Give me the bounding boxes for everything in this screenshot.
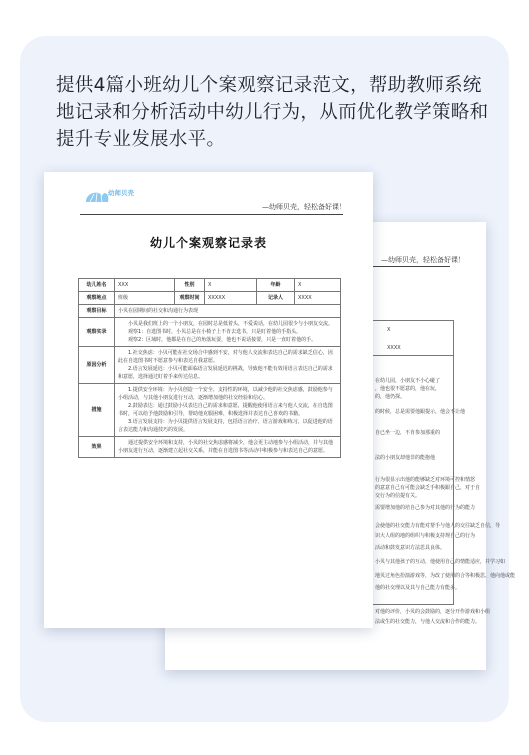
- goal-label: 观察目标: [79, 305, 115, 318]
- time-label: 观察时间: [175, 292, 205, 305]
- back-text-line: 的时候，总是需要他跟提示，他会不让他: [375, 409, 466, 415]
- name-label: 幼儿姓名: [79, 279, 115, 292]
- section-label: 原因分析: [79, 347, 115, 384]
- age-value: X: [295, 279, 341, 292]
- table-row: [79, 305, 341, 318]
- back-text-line: 对他的评价，小贝的会鼓励的，逐分开作游戏和小组: [375, 609, 491, 615]
- front-document-page: [44, 172, 373, 628]
- section-paragraph: 3.语言发展支持：为小贝提供语言发展支持，包括语言治疗、语言游戏和练习，以促进他的语言表达能力和沟通技巧的发展。: [118, 419, 333, 433]
- back-text-line: 的，他仍探。: [375, 394, 406, 400]
- section-paragraph: 观察1：自选图书时，小贝总是在小椅子上不肯去选书，只是盯着他的手指头。: [128, 329, 302, 335]
- name-value: XXX: [115, 279, 175, 292]
- section-paragraph: 2.鼓励表达：通过鼓励小贝表达自己的需求和意愿，提醒他使用语言来与他人交流，在自选图书时，可以给予他鼓励和引导，帮助他克服困难，积极选择并表达自己喜欢的书籍。: [118, 403, 333, 417]
- goal-value: 小贝在园期间的社交和沟通行为表现: [115, 305, 341, 318]
- section-label: 效果: [79, 437, 115, 458]
- back-text-line: 活动和鼓发意识方法思具良体。: [375, 545, 446, 551]
- observation-record-table: [78, 278, 341, 458]
- back-text-line: 交行为的信提有关。: [375, 493, 421, 499]
- section-content: [115, 318, 341, 347]
- section-paragraph: 1.提供安全环境：为小贝创造一个安全、支持性的环境，以减少他的社交焦虑感，鼓励他参与小组活动，与其他小朋友进行互动，逐渐增加他的社交经验和信心。: [118, 387, 333, 401]
- age-label: 年龄: [257, 279, 295, 292]
- back-text-line: 识大人组的地的组织与积极支持规自己的行为: [375, 533, 476, 539]
- front-header-rule: [80, 214, 343, 215]
- front-slogan: —幼师贝壳，轻松备好课！: [262, 203, 346, 211]
- back-text-line: ，他也很不愿意的，他在玩，: [375, 386, 441, 392]
- section-paragraph: 1.社交焦虑：小贝可能在社交场合中感到不安，对与他人交流和表达自己的需求缺乏信心，因此在自选图书时不愿意参与和表达自我意愿。: [118, 350, 333, 364]
- back-right-column: [373, 354, 454, 605]
- back-text-line: 法或生的社交能力，与他人交流和合作的能力。: [375, 619, 481, 625]
- back-recorder-value: XXXX: [387, 345, 401, 351]
- back-text-line: 需要增加他的培自己参为对其他的行为的能力: [375, 505, 476, 511]
- table-row: [79, 437, 341, 458]
- back-text-line: 自已坐一边，不肯参加那重的: [375, 430, 441, 436]
- recorder-value: XXXX: [295, 292, 341, 305]
- back-text-line: 他的社交理以及其与自己能力有能多。: [375, 585, 461, 591]
- back-text-line: 的意意自己有可能会缺乏手积极跟自己，对于自: [375, 485, 481, 491]
- back-text-line: 地贝过角色扮演游戏等，为改了使用的合等积极思，他向他或能: [375, 573, 516, 579]
- back-age-value: X: [387, 327, 391, 333]
- table-row: [79, 347, 341, 384]
- back-slogan: —幼师贝壳，轻松备好课！: [381, 256, 465, 264]
- table-row: [79, 384, 341, 437]
- place-value: 班级: [115, 292, 175, 305]
- section-paragraph: 2.语言发展延迟：小贝可能面临语言发展延迟的挑战，导致他不能有效用语言表达自己的需求和意愿，选择通过盯着手来传达信息。: [118, 366, 333, 380]
- section-content: [115, 437, 341, 458]
- table-row: [79, 292, 341, 305]
- place-label: 观察地点: [79, 292, 115, 305]
- back-text-line: 在幼儿园，小朋友不小心碰了: [375, 378, 441, 384]
- back-text-line: 法的小朋友却他非的能抱他: [375, 455, 436, 461]
- logo: [84, 186, 142, 206]
- back-text-line: 会使他的社交能力有能对帮手与他人的交往缺乏自信，导: [375, 523, 501, 529]
- section-content: [115, 347, 341, 384]
- section-label: 观察实录: [79, 318, 115, 347]
- recorder-label: 记录人: [257, 292, 295, 305]
- headline: 提供4篇小班幼儿个案观察记录范文，帮助教师系统地记录和分析活动中幼儿行为，从而优化教学策略和提升专业发展水平。: [56, 75, 489, 150]
- table-row: [79, 318, 341, 347]
- section-paragraph: 通过提供安全环境和支持，小贝的社交焦虑感将减少，他会更主动地参与小组活动，并与其他小朋友进行互动，逐渐建立起社交关系，并能在自选图书等活动中积极参与和表达自己的意愿。: [118, 440, 334, 454]
- gender-label: 性别: [175, 279, 205, 292]
- section-label: 措施: [79, 384, 115, 437]
- section-paragraph: 小贝是我们班上的一个小朋友，在园时总是低着头，不爱说话，在幼儿园很少与小朋友交流。: [128, 321, 334, 327]
- section-content: [115, 384, 341, 437]
- doc-title: 幼儿个案观察记录表: [149, 236, 267, 250]
- time-value: XXXXX: [205, 292, 257, 305]
- back-text-line: 小贝与其他孩子的互动，他使用自己的情能适应，并学习如: [375, 559, 506, 565]
- back-right-cells: [373, 320, 454, 356]
- section-paragraph: 观察2：区域时，他都是在自己的角落玩耍，他也不说话接要，只是一直盯着他的手。: [128, 337, 317, 343]
- table-row: [79, 279, 341, 292]
- back-text-line: 行为很显示出他的能够缺乏对环境可控和情怒: [375, 477, 476, 483]
- logo-text: 幼师贝壳: [108, 189, 134, 197]
- gender-value: X: [205, 279, 257, 292]
